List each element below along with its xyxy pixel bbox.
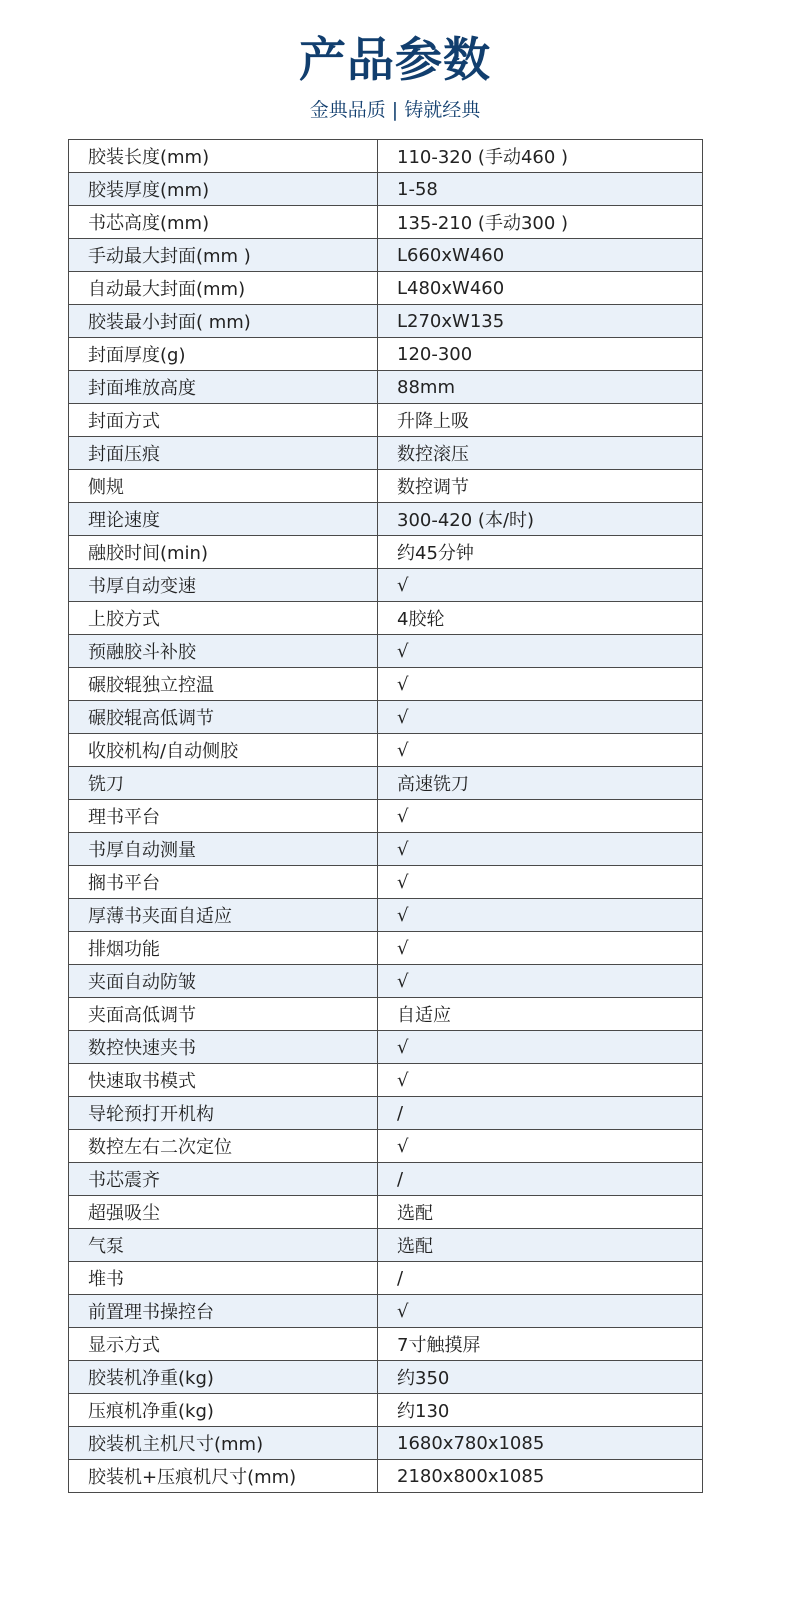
spec-name-cell: 封面方式 xyxy=(69,404,378,437)
table-row xyxy=(69,602,703,635)
table-row xyxy=(69,206,703,239)
table-row xyxy=(69,1295,703,1328)
table-row xyxy=(69,1163,703,1196)
spec-name-cell: 数控快速夹书 xyxy=(69,1031,378,1064)
spec-value-cell: √ xyxy=(378,1031,703,1064)
spec-name-cell: 封面厚度(g) xyxy=(69,338,378,371)
spec-value-cell: √ xyxy=(378,635,703,668)
spec-name-cell: 手动最大封面(mm ) xyxy=(69,239,378,272)
spec-value-cell: L480xW460 xyxy=(378,272,703,305)
spec-table-body xyxy=(69,140,703,1493)
spec-name-cell: 压痕机净重(kg) xyxy=(69,1394,378,1427)
spec-name-cell: 胶装长度(mm) xyxy=(69,140,378,173)
table-row xyxy=(69,173,703,206)
spec-value-cell: 300-420 (本/时) xyxy=(378,503,703,536)
table-row xyxy=(69,536,703,569)
spec-value-cell: 2180x800x1085 xyxy=(378,1460,703,1493)
spec-value-cell: √ xyxy=(378,932,703,965)
spec-value-cell: 4胶轮 xyxy=(378,602,703,635)
table-row xyxy=(69,503,703,536)
spec-name-cell: 排烟功能 xyxy=(69,932,378,965)
table-row xyxy=(69,1394,703,1427)
spec-value-cell: 7寸触摸屏 xyxy=(378,1328,703,1361)
spec-value-cell: √ xyxy=(378,734,703,767)
spec-name-cell: 夹面自动防皱 xyxy=(69,965,378,998)
spec-name-cell: 显示方式 xyxy=(69,1328,378,1361)
table-row xyxy=(69,1328,703,1361)
spec-value-cell: √ xyxy=(378,800,703,833)
spec-name-cell: 前置理书操控台 xyxy=(69,1295,378,1328)
table-row xyxy=(69,239,703,272)
table-row xyxy=(69,470,703,503)
spec-name-cell: 书芯震齐 xyxy=(69,1163,378,1196)
spec-name-cell: 堆书 xyxy=(69,1262,378,1295)
spec-value-cell: 135-210 (手动300 ) xyxy=(378,206,703,239)
spec-name-cell: 搁书平台 xyxy=(69,866,378,899)
spec-table xyxy=(68,139,703,1493)
spec-name-cell: 收胶机构/自动侧胶 xyxy=(69,734,378,767)
table-row xyxy=(69,1262,703,1295)
spec-value-cell: / xyxy=(378,1097,703,1130)
table-row xyxy=(69,1229,703,1262)
page-title: 产品参数 xyxy=(299,33,491,88)
spec-value-cell: √ xyxy=(378,668,703,701)
table-row xyxy=(69,932,703,965)
spec-value-cell: 120-300 xyxy=(378,338,703,371)
table-row xyxy=(69,1427,703,1460)
table-row xyxy=(69,1031,703,1064)
spec-name-cell: 融胶时间(min) xyxy=(69,536,378,569)
spec-value-cell: 1-58 xyxy=(378,173,703,206)
spec-name-cell: 预融胶斗补胶 xyxy=(69,635,378,668)
spec-name-cell: 理书平台 xyxy=(69,800,378,833)
spec-name-cell: 导轮预打开机构 xyxy=(69,1097,378,1130)
spec-name-cell: 自动最大封面(mm) xyxy=(69,272,378,305)
spec-value-cell: 110-320 (手动460 ) xyxy=(378,140,703,173)
table-row xyxy=(69,998,703,1031)
table-row xyxy=(69,569,703,602)
table-row xyxy=(69,140,703,173)
spec-value-cell: √ xyxy=(378,899,703,932)
table-row xyxy=(69,1460,703,1493)
spec-name-cell: 铣刀 xyxy=(69,767,378,800)
spec-value-cell: √ xyxy=(378,833,703,866)
spec-value-cell: 88mm xyxy=(378,371,703,404)
spec-value-cell: √ xyxy=(378,569,703,602)
table-row xyxy=(69,767,703,800)
spec-value-cell: / xyxy=(378,1163,703,1196)
spec-value-cell: 约130 xyxy=(378,1394,703,1427)
spec-name-cell: 碾胶辊独立控温 xyxy=(69,668,378,701)
table-row xyxy=(69,734,703,767)
table-row xyxy=(69,701,703,734)
table-row xyxy=(69,404,703,437)
table-row xyxy=(69,305,703,338)
table-row xyxy=(69,1064,703,1097)
table-row xyxy=(69,1361,703,1394)
spec-value-cell: √ xyxy=(378,1130,703,1163)
table-row xyxy=(69,371,703,404)
spec-value-cell: 选配 xyxy=(378,1229,703,1262)
table-row xyxy=(69,866,703,899)
spec-value-cell: 约45分钟 xyxy=(378,536,703,569)
spec-value-cell: 1680x780x1085 xyxy=(378,1427,703,1460)
spec-value-cell: 自适应 xyxy=(378,998,703,1031)
table-row xyxy=(69,635,703,668)
spec-value-cell: √ xyxy=(378,1064,703,1097)
spec-value-cell: √ xyxy=(378,1295,703,1328)
table-row xyxy=(69,1097,703,1130)
spec-value-cell: L660xW460 xyxy=(378,239,703,272)
table-row xyxy=(69,965,703,998)
table-row xyxy=(69,1196,703,1229)
spec-value-cell: L270xW135 xyxy=(378,305,703,338)
table-row xyxy=(69,668,703,701)
table-row xyxy=(69,899,703,932)
table-row xyxy=(69,800,703,833)
spec-value-cell: √ xyxy=(378,965,703,998)
page-subtitle: 金典品质 | 铸就经典 xyxy=(309,99,481,121)
spec-value-cell: / xyxy=(378,1262,703,1295)
spec-name-cell: 书厚自动测量 xyxy=(69,833,378,866)
spec-name-cell: 书芯高度(mm) xyxy=(69,206,378,239)
spec-name-cell: 侧规 xyxy=(69,470,378,503)
table-row xyxy=(69,833,703,866)
spec-value-cell: 数控滚压 xyxy=(378,437,703,470)
spec-name-cell: 数控左右二次定位 xyxy=(69,1130,378,1163)
spec-name-cell: 胶装机主机尺寸(mm) xyxy=(69,1427,378,1460)
spec-name-cell: 胶装最小封面( mm) xyxy=(69,305,378,338)
spec-value-cell: 数控调节 xyxy=(378,470,703,503)
table-row xyxy=(69,437,703,470)
spec-value-cell: √ xyxy=(378,866,703,899)
spec-name-cell: 理论速度 xyxy=(69,503,378,536)
spec-name-cell: 书厚自动变速 xyxy=(69,569,378,602)
spec-name-cell: 封面堆放高度 xyxy=(69,371,378,404)
table-row xyxy=(69,338,703,371)
spec-name-cell: 快速取书模式 xyxy=(69,1064,378,1097)
spec-value-cell: 选配 xyxy=(378,1196,703,1229)
spec-name-cell: 超强吸尘 xyxy=(69,1196,378,1229)
spec-value-cell: 约350 xyxy=(378,1361,703,1394)
spec-name-cell: 封面压痕 xyxy=(69,437,378,470)
spec-name-cell: 上胶方式 xyxy=(69,602,378,635)
spec-name-cell: 厚薄书夹面自适应 xyxy=(69,899,378,932)
spec-name-cell: 夹面高低调节 xyxy=(69,998,378,1031)
spec-value-cell: 高速铣刀 xyxy=(378,767,703,800)
spec-value-cell: √ xyxy=(378,701,703,734)
table-row xyxy=(69,1130,703,1163)
spec-value-cell: 升降上吸 xyxy=(378,404,703,437)
spec-name-cell: 气泵 xyxy=(69,1229,378,1262)
spec-name-cell: 胶装机净重(kg) xyxy=(69,1361,378,1394)
spec-name-cell: 胶装厚度(mm) xyxy=(69,173,378,206)
spec-name-cell: 胶装机+压痕机尺寸(mm) xyxy=(69,1460,378,1493)
spec-name-cell: 碾胶辊高低调节 xyxy=(69,701,378,734)
table-row xyxy=(69,272,703,305)
